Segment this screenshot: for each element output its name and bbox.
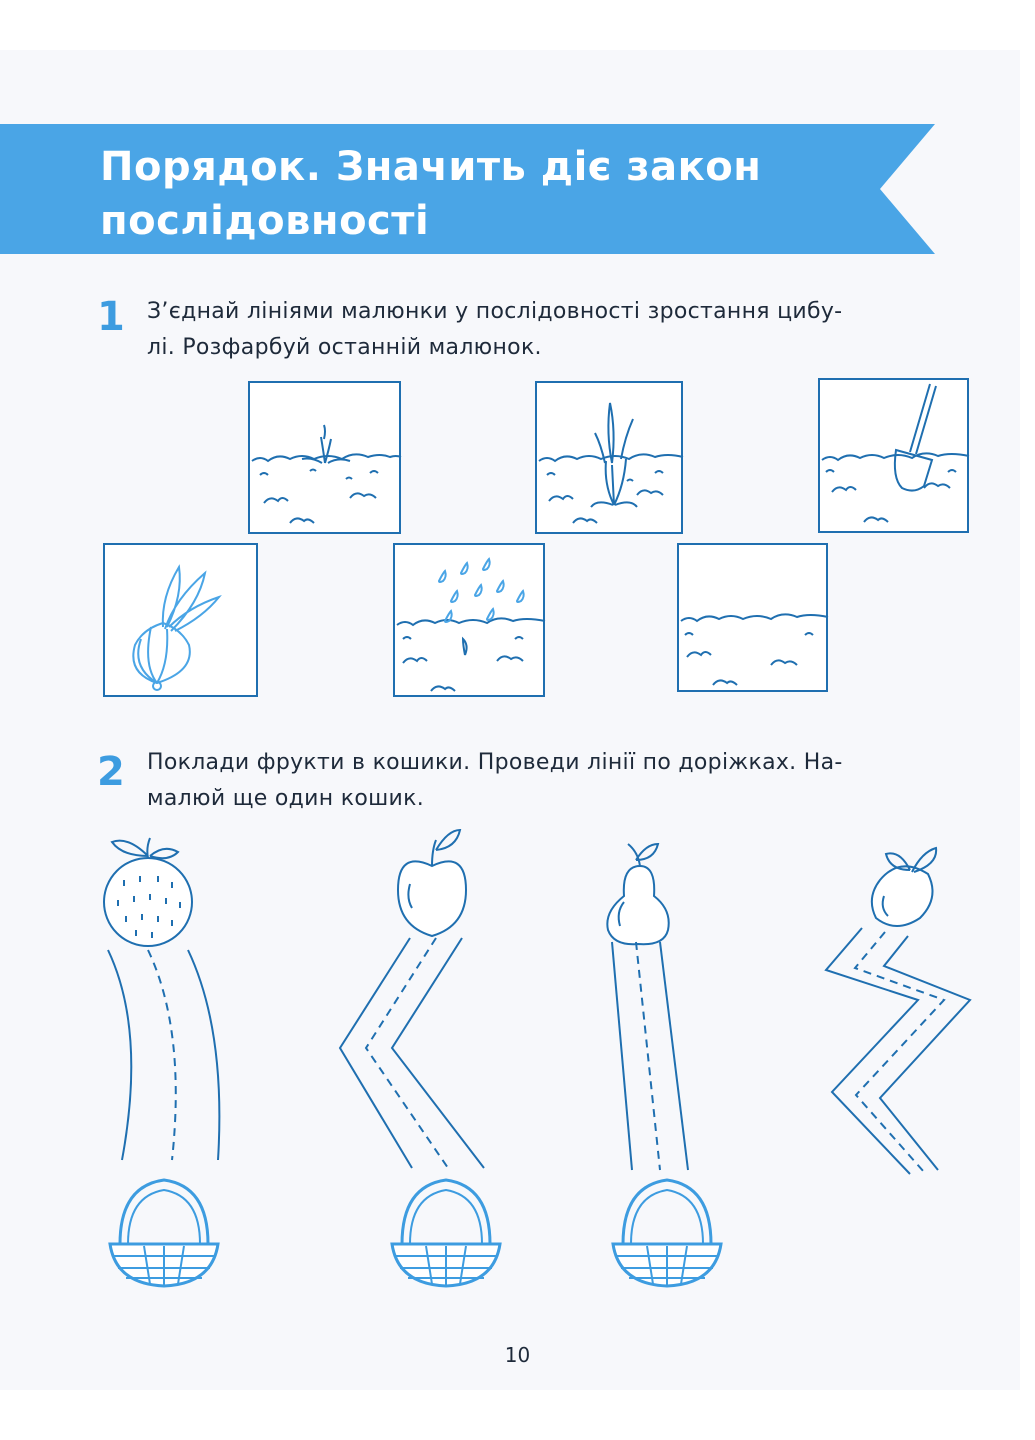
basket-icon[interactable] — [110, 1180, 218, 1286]
task-1-number: 1 — [97, 294, 125, 340]
picture-empty-soil[interactable] — [677, 543, 828, 692]
onion-sprout-small-icon — [250, 383, 403, 536]
page-title-line1: Порядок. Значить діє закон — [100, 144, 762, 190]
picture-rain[interactable] — [393, 543, 545, 697]
onion-sprout-large-icon — [537, 383, 685, 536]
picture-shovel[interactable] — [818, 378, 969, 533]
picture-harvested-onion[interactable] — [103, 543, 258, 697]
apple-path[interactable] — [340, 938, 484, 1168]
task-2-line2: малюй ще один кошик. — [147, 786, 425, 811]
task-2-number: 2 — [97, 749, 125, 795]
page-title — [100, 140, 860, 248]
task-2-instructions — [147, 745, 977, 817]
page-number: 10 — [504, 1343, 531, 1367]
pear-path[interactable] — [612, 942, 688, 1170]
task-2-line1: Поклади фрукти в кошики. Проведи лінії по доріжках. На- — [147, 750, 843, 775]
rain-on-sprout-icon — [395, 545, 547, 699]
page-title-line2: послідовності — [100, 198, 430, 244]
task-1-line2: лі. Розфарбуй останній малюнок. — [147, 335, 542, 360]
plum-path[interactable] — [826, 928, 970, 1174]
orange-path[interactable] — [108, 950, 219, 1160]
fruit-tracing-area — [0, 820, 1035, 1290]
picture-large-sprout[interactable] — [535, 381, 683, 534]
task-1-line1: З’єднай лініями малюнки у послідовності зростання цибу- — [147, 299, 843, 324]
onion-harvested-icon — [105, 545, 260, 699]
orange-icon[interactable] — [104, 838, 192, 946]
basket-icon[interactable] — [392, 1180, 500, 1286]
empty-soil-icon — [679, 545, 830, 694]
picture-small-sprout[interactable] — [248, 381, 401, 534]
shovel-in-soil-icon — [820, 380, 971, 535]
pear-icon[interactable] — [607, 844, 668, 944]
apple-icon[interactable] — [398, 830, 466, 936]
task-1-instructions — [147, 294, 977, 366]
basket-icon[interactable] — [613, 1180, 721, 1286]
plum-icon[interactable] — [872, 848, 936, 926]
